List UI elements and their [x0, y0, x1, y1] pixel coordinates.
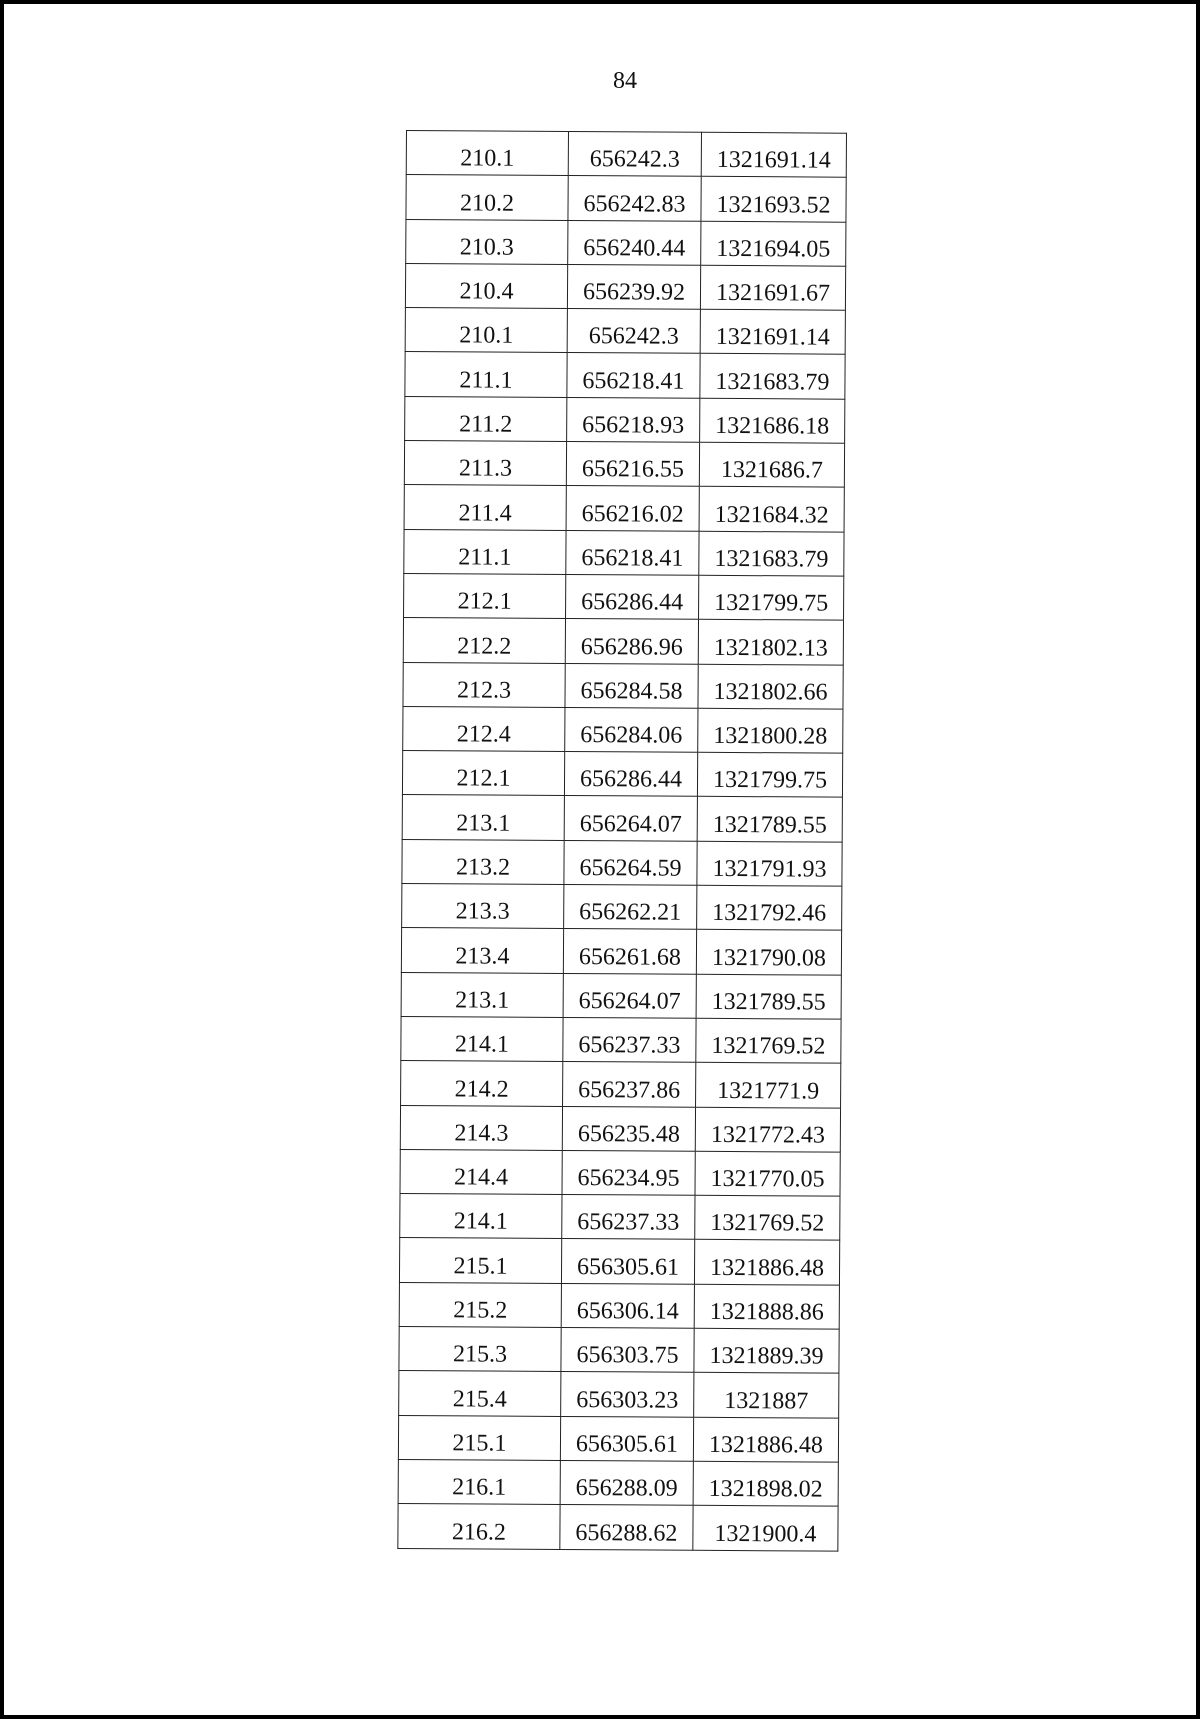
x-coordinate-cell: 656264.59	[564, 840, 697, 885]
table-row	[406, 131, 846, 178]
y-coordinate-cell: 1321802.66	[698, 664, 843, 709]
x-coordinate-cell: 656237.33	[563, 1017, 696, 1062]
table-row	[406, 219, 846, 266]
table-row	[399, 1326, 839, 1373]
y-coordinate-cell: 1321887	[694, 1373, 839, 1418]
point-id-cell: 214.3	[400, 1105, 562, 1150]
y-coordinate-cell: 1321683.79	[700, 354, 845, 399]
table-row	[400, 1194, 840, 1241]
y-coordinate-cell: 1321799.75	[697, 752, 842, 797]
table-row	[399, 1238, 839, 1285]
y-coordinate-cell: 1321691.14	[700, 309, 845, 354]
y-coordinate-cell: 1321900.4	[693, 1505, 838, 1550]
point-id-cell: 212.2	[403, 618, 565, 663]
y-coordinate-cell: 1321800.28	[698, 708, 843, 753]
table-row	[405, 352, 845, 399]
x-coordinate-cell: 656288.09	[560, 1460, 693, 1505]
point-id-cell: 215.1	[398, 1415, 560, 1460]
point-id-cell: 211.1	[405, 352, 567, 397]
x-coordinate-cell: 656286.96	[565, 619, 698, 664]
point-id-cell: 211.2	[405, 396, 567, 441]
point-id-cell: 210.2	[406, 175, 568, 220]
point-id-cell: 212.1	[402, 751, 564, 796]
x-coordinate-cell: 656262.21	[564, 885, 697, 930]
x-coordinate-cell: 656305.61	[561, 1239, 694, 1284]
point-id-cell: 214.1	[401, 1016, 563, 1061]
y-coordinate-cell: 1321691.14	[701, 132, 846, 177]
point-id-cell: 211.4	[404, 485, 566, 530]
table-row	[406, 175, 846, 222]
point-id-cell: 213.1	[402, 795, 564, 840]
page-number: 84	[613, 68, 637, 94]
coordinates-table	[397, 130, 847, 1551]
x-coordinate-cell: 656286.44	[566, 574, 699, 619]
x-coordinate-cell: 656218.41	[567, 353, 700, 398]
y-coordinate-cell: 1321898.02	[693, 1461, 838, 1506]
point-id-cell: 210.4	[405, 263, 567, 308]
x-coordinate-cell: 656216.55	[566, 442, 699, 487]
y-coordinate-cell: 1321888.86	[694, 1284, 839, 1329]
document-page	[4, 4, 1196, 1715]
table-row	[402, 795, 842, 842]
point-id-cell: 212.3	[403, 662, 565, 707]
table-row	[402, 884, 842, 931]
point-id-cell: 214.2	[401, 1061, 563, 1106]
table-row	[400, 1149, 840, 1196]
table-row	[398, 1504, 838, 1551]
point-id-cell: 212.1	[404, 573, 566, 618]
table-row	[401, 1016, 841, 1063]
x-coordinate-cell: 656303.23	[561, 1372, 694, 1417]
x-coordinate-cell: 656237.86	[563, 1062, 696, 1107]
point-id-cell: 215.2	[399, 1282, 561, 1327]
y-coordinate-cell: 1321789.55	[697, 797, 842, 842]
point-id-cell: 214.1	[400, 1194, 562, 1239]
table-row	[403, 706, 843, 753]
table-row	[399, 1371, 839, 1418]
table-row	[404, 441, 844, 488]
table-row	[401, 972, 841, 1019]
table-row	[405, 308, 845, 355]
y-coordinate-cell: 1321769.52	[695, 1195, 840, 1240]
point-id-cell: 215.4	[399, 1371, 561, 1416]
table-row	[400, 1105, 840, 1152]
y-coordinate-cell: 1321792.46	[697, 885, 842, 930]
y-coordinate-cell: 1321791.93	[697, 841, 842, 886]
x-coordinate-cell: 656237.33	[562, 1195, 695, 1240]
x-coordinate-cell: 656306.14	[561, 1283, 694, 1328]
table-row	[402, 751, 842, 798]
point-id-cell: 210.1	[406, 131, 568, 176]
x-coordinate-cell: 656242.3	[567, 309, 700, 354]
table-row	[401, 1061, 841, 1108]
x-coordinate-cell: 656305.61	[560, 1416, 693, 1461]
x-coordinate-cell: 656303.75	[561, 1327, 694, 1372]
point-id-cell: 216.1	[398, 1459, 560, 1504]
coordinates-table-body	[398, 131, 847, 1551]
table-row	[404, 529, 844, 576]
point-id-cell: 211.1	[404, 529, 566, 574]
table-row	[402, 839, 842, 886]
y-coordinate-cell: 1321686.7	[699, 442, 844, 487]
x-coordinate-cell: 656261.68	[563, 929, 696, 974]
y-coordinate-cell: 1321886.48	[694, 1240, 839, 1285]
y-coordinate-cell: 1321889.39	[694, 1328, 839, 1373]
y-coordinate-cell: 1321789.55	[696, 974, 841, 1019]
point-id-cell: 214.4	[400, 1149, 562, 1194]
table-row	[401, 928, 841, 975]
table-row	[404, 573, 844, 620]
y-coordinate-cell: 1321694.05	[701, 221, 846, 266]
point-id-cell: 215.3	[399, 1326, 561, 1371]
table-row	[398, 1459, 838, 1506]
table-row	[398, 1415, 838, 1462]
point-id-cell: 210.3	[406, 219, 568, 264]
y-coordinate-cell: 1321799.75	[699, 575, 844, 620]
x-coordinate-cell: 656288.62	[560, 1505, 693, 1550]
point-id-cell: 216.2	[398, 1504, 560, 1549]
table-row	[405, 263, 845, 310]
x-coordinate-cell: 656240.44	[568, 220, 701, 265]
table-row	[403, 618, 843, 665]
y-coordinate-cell: 1321691.67	[700, 265, 845, 310]
y-coordinate-cell: 1321771.9	[696, 1063, 841, 1108]
point-id-cell: 212.4	[403, 706, 565, 751]
x-coordinate-cell: 656218.93	[567, 397, 700, 442]
point-id-cell: 213.2	[402, 839, 564, 884]
x-coordinate-cell: 656284.06	[565, 707, 698, 752]
y-coordinate-cell: 1321886.48	[693, 1417, 838, 1462]
y-coordinate-cell: 1321693.52	[701, 177, 846, 222]
point-id-cell: 213.4	[401, 928, 563, 973]
y-coordinate-cell: 1321684.32	[699, 487, 844, 532]
x-coordinate-cell: 656286.44	[564, 752, 697, 797]
x-coordinate-cell: 656216.02	[566, 486, 699, 531]
y-coordinate-cell: 1321772.43	[695, 1107, 840, 1152]
point-id-cell: 215.1	[399, 1238, 561, 1283]
point-id-cell: 211.3	[404, 441, 566, 486]
y-coordinate-cell: 1321790.08	[696, 930, 841, 975]
x-coordinate-cell: 656264.07	[564, 796, 697, 841]
x-coordinate-cell: 656264.07	[563, 973, 696, 1018]
table-row	[404, 485, 844, 532]
x-coordinate-cell: 656218.41	[566, 530, 699, 575]
x-coordinate-cell: 656242.3	[568, 131, 701, 176]
table-row	[399, 1282, 839, 1329]
y-coordinate-cell: 1321769.52	[696, 1018, 841, 1063]
table-row	[403, 662, 843, 709]
point-id-cell: 210.1	[405, 308, 567, 353]
point-id-cell: 213.3	[402, 884, 564, 929]
point-id-cell: 213.1	[401, 972, 563, 1017]
table-row	[405, 396, 845, 443]
y-coordinate-cell: 1321802.13	[698, 620, 843, 665]
x-coordinate-cell: 656239.92	[567, 264, 700, 309]
x-coordinate-cell: 656235.48	[562, 1106, 695, 1151]
x-coordinate-cell: 656234.95	[562, 1150, 695, 1195]
y-coordinate-cell: 1321683.79	[699, 531, 844, 576]
y-coordinate-cell: 1321770.05	[695, 1151, 840, 1196]
y-coordinate-cell: 1321686.18	[700, 398, 845, 443]
x-coordinate-cell: 656242.83	[568, 176, 701, 221]
x-coordinate-cell: 656284.58	[565, 663, 698, 708]
